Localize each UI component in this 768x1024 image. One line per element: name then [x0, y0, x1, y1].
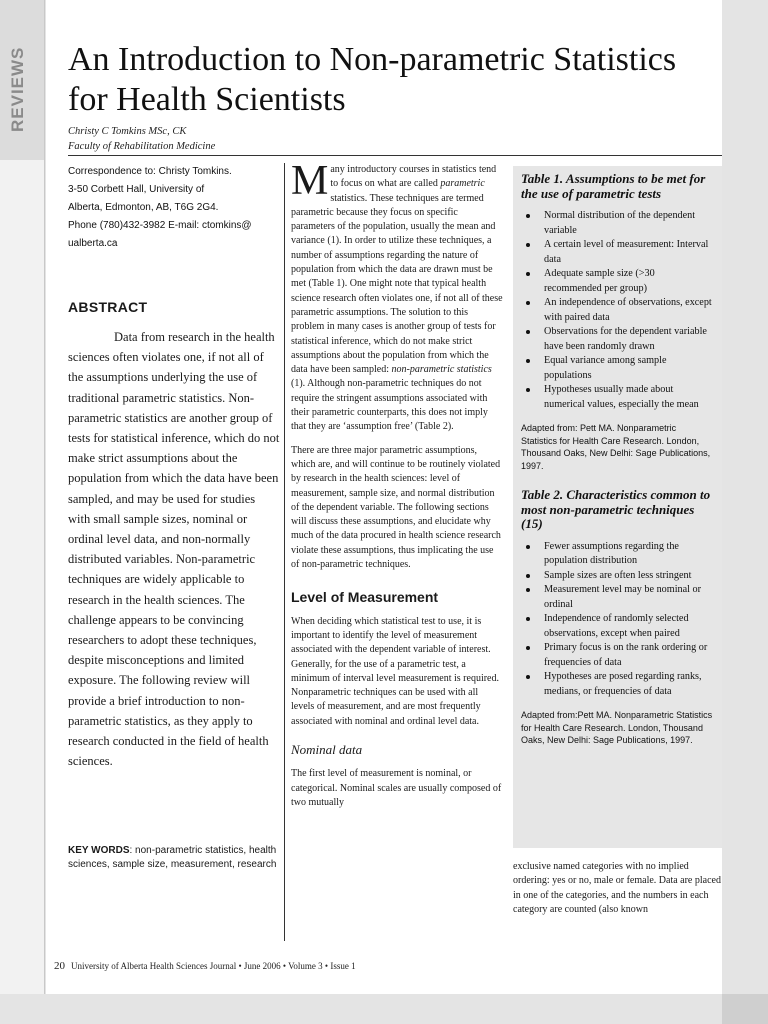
list-item: Observations for the dependent variable have been randomly drawn	[521, 325, 714, 354]
subsection-heading: Nominal data	[291, 741, 363, 757]
continued-column	[513, 860, 722, 917]
measurement-paragraph: When deciding which statistical test to use, it is important to identify the level of measurement associated with the dependent variable of interest. Generally, for the use of a parametric test, a minimum of interval level measurement is required. Nonparametric techniques can be used with all levels of measurement, and are most frequently associated with nominal and ordinal level data.	[291, 615, 499, 727]
correspondence-line: Correspondence to: Christy Tomkins.	[68, 166, 232, 177]
section-heading: Level of Measurement	[291, 589, 439, 606]
keywords	[68, 844, 280, 872]
correspondence-line: Alberta, Edmonton, AB, T6G 2G4.	[68, 202, 219, 213]
table1-title: Table 1. Assumptions to be met for the use of parametric tests	[521, 171, 706, 201]
list-item: Sample sizes are often less stringent	[521, 569, 714, 584]
abstract-text	[68, 327, 280, 771]
corner-tab	[722, 994, 768, 1024]
list-item: Adequate sample size (>30 recommended per group)	[521, 267, 714, 296]
table2-title: Table 2. Characteristics common to most non-parametric techniques (15)	[521, 487, 711, 531]
list-item: Normal distribution of the dependent variable	[521, 209, 714, 238]
article-title: An Introduction to Non-parametric Statistics for Health Scientists	[68, 41, 677, 118]
author-block	[68, 124, 215, 154]
section-tab-label: REVIEWS	[8, 46, 27, 132]
correspondence-line: Phone (780)432-3982 E-mail: ctomkins@	[68, 220, 252, 231]
body-column	[291, 158, 503, 819]
table2-list	[521, 540, 714, 700]
table1-source: Adapted from: Pett MA. Nonparametric Statistics for Health Care Research. London, Thousand Oaks, New Delhi: Sage Publications, 1997.	[521, 423, 711, 471]
correspondence-block	[68, 163, 278, 253]
column-divider	[284, 163, 285, 941]
keywords-label: KEY WORDS	[68, 845, 130, 856]
correspondence-line: ualberta.ca	[68, 238, 118, 249]
correspondence-line: 3-50 Corbett Hall, University of	[68, 184, 205, 195]
nominal-paragraph: The first level of measurement is nominal, or categorical. Nominal scales are usually composed of two mutually	[291, 768, 502, 808]
abstract-heading: ABSTRACT	[68, 299, 148, 315]
page-footer	[54, 960, 356, 972]
bottom-margin	[0, 994, 722, 1024]
assumptions-paragraph: There are three major parametric assumptions, which are, and will continue to be routinely violated by research in the health sciences: level of measurement, sample size, and normal distribution of the dependent variable. The following sections will discuss these assumptions, and elucidate why much of the data procured in health science research violate these assumptions, thus implicating the use of non-parametric techniques.	[291, 444, 501, 571]
table1-list	[521, 209, 714, 412]
abstract-paragraph: Data from research in the health sciences often violates one, if not all of the assumptions underlying the use of traditional parametric statistics. Non-parametric statistics are another group of tests for statistical inference, which do not make strict assumptions about the population from which the data have been sampled, and may be used for studies with small sample sizes, nominal or ordinal level data, and non-normally distributed variables. Non-parametric techniques are widely applicable to research in the health sciences. The challenge appears to be convincing researchers to adopt these techniques, despite misconceptions and limited exposure. The following review will provide a brief introduction to non-parametric statistics, as they apply to research conducted in the field of health sciences.	[68, 330, 280, 769]
journal-info: University of Alberta Health Sciences Journal • June 2006 • Volume 3 • Issue 1	[71, 961, 356, 971]
list-item: Fewer assumptions regarding the population distribution	[521, 540, 714, 569]
author-affiliation: Faculty of Rehabilitation Medicine	[68, 141, 216, 152]
tables-sidebar	[513, 166, 722, 848]
list-item: Hypotheses are posed regarding ranks, medians, or frequencies of data	[521, 670, 714, 699]
author-name: Christy C Tomkins MSc, CK	[68, 126, 187, 137]
page-number: 20	[54, 960, 65, 972]
list-item: A certain level of measurement: Interval data	[521, 238, 714, 267]
list-item: Hypotheses usually made about numerical values, especially the mean	[521, 383, 714, 412]
list-item: Primary focus is on the rank ordering or frequencies of data	[521, 641, 714, 670]
list-item: Measurement level may be nominal or ordinal	[521, 583, 714, 612]
list-item: Equal variance among sample populations	[521, 354, 714, 383]
title-divider	[68, 155, 722, 156]
drop-cap: M	[291, 158, 329, 204]
continued-paragraph: exclusive named categories with no implied ordering: yes or no, male or female. Data are placed in one of the categories, and the numbers in each category are counted (also known	[513, 861, 721, 915]
list-item: Independence of randomly selected observations, except when paired	[521, 612, 714, 641]
list-item: An independence of observations, except with paired data	[521, 296, 714, 325]
keywords-text: : non-parametric statistics, health sciences, sample size, measurement, research	[68, 845, 277, 870]
intro-paragraph: Many introductory courses in statistics tend to focus on what are called parametric statistics. These techniques are termed parametric because they focus on specific parameters of the population, usually the mean and variance (1). In order to utilize these techniques, a number of assumptions regarding the nature of population from which the data are drawn must be met (Table 1). One might note that typical health science research often violates one, if not all of these parametric assumptions. The solution to this problem in many cases is another group of tests for statistical inference, which do not make strict assumptions about the population from which the data have been sampled: non-parametric statistics (1). Although non-parametric techniques do not require the stringent assumptions associated with their parametric counterparts, this does not imply that they are ‘assumption free’ (Table 2).	[291, 158, 503, 433]
table2-source: Adapted from:Pett MA. Nonparametric Statistics for Health Care Research. London, Thousand Oaks, New Delhi: Sage Publications, 1997.	[521, 710, 713, 745]
section-tab	[0, 0, 44, 160]
